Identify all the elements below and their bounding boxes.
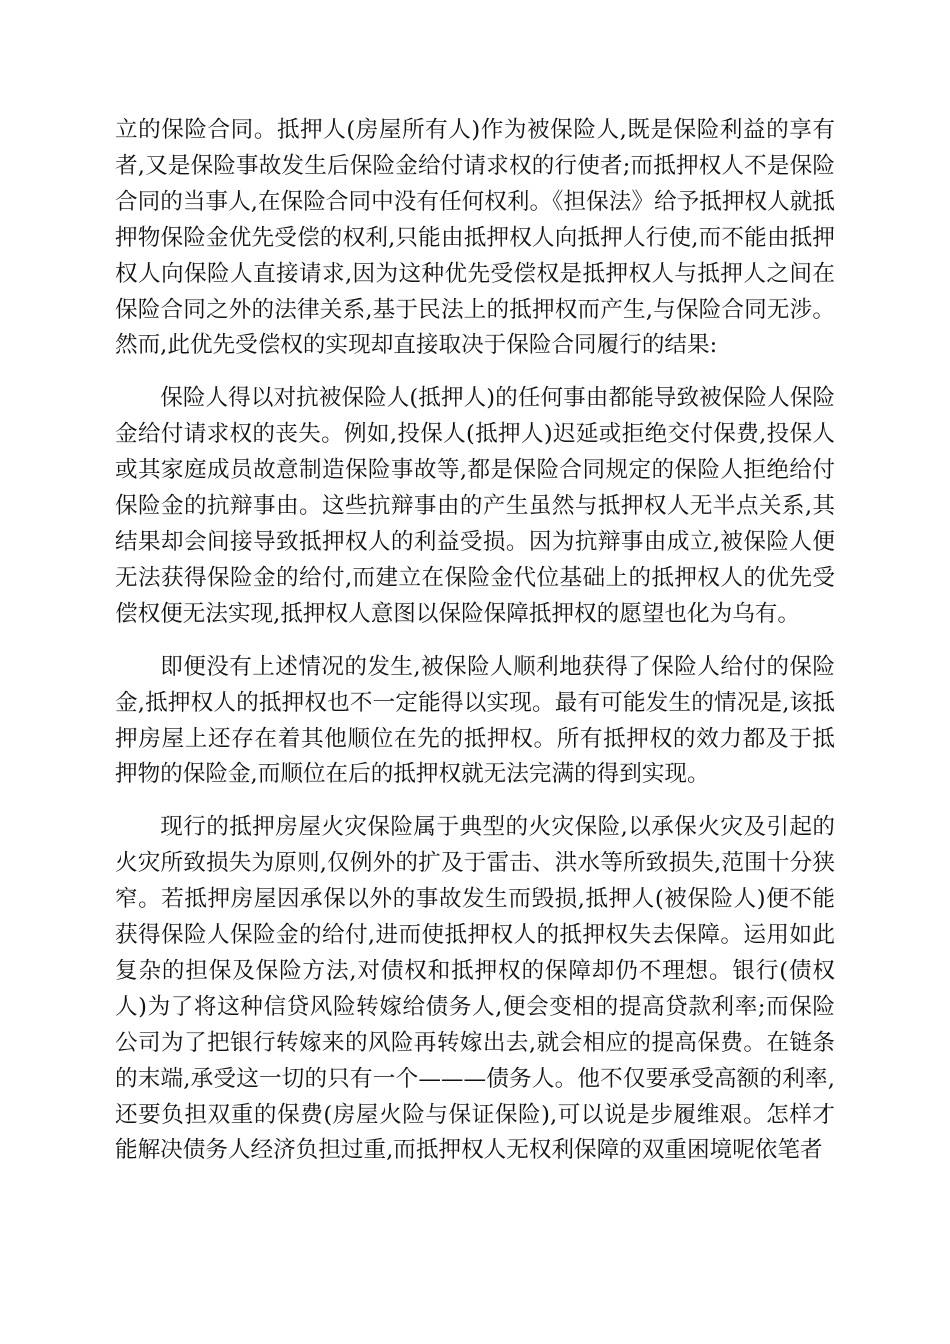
document-body <box>115 113 835 1169</box>
paragraph-prior-mortgages: 即便没有上述情况的发生,被保险人顺利地获得了保险人给付的保险金,抵押权人的抵押权也不一定能得以实现。最有可能发生的情况是,该抵押房屋上还存在着其他顺位在先的抵押权。所有抵押权的效力都及于抵押物的保险金,而顺位在后的抵押权就无法完满的得到实现。 <box>115 653 835 788</box>
paragraph-insurer-defenses: 保险人得以对抗被保险人(抵押人)的任何事由都能导致被保险人保险金给付请求权的丧失。例如,投保人(抵押人)迟延或拒绝交付保费,投保人或其家庭成员故意制造保险事故等,都是保险合同规定的保险人拒绝给付保险金的抗辩事由。这些抗辩事由的产生虽然与抵押权人无半点关系,其结果却会间接导致抵押权人的利益受损。因为抗辩事由成立,被保险人便无法获得保险金的给付,而建立在保险金代位基础上的抵押权人的优先受偿权便无法实现,抵押权人意图以保险保障抵押权的愿望也化为乌有。 <box>115 385 835 627</box>
paragraph-fire-insurance: 现行的抵押房屋火灾保险属于典型的火灾保险,以承保火灾及引起的火灾所致损失为原则,仅例外的扩及于雷击、洪水等所致损失,范围十分狭窄。若抵押房屋因承保以外的事故发生而毁损,抵押人(被保险人)便不能获得保险人保险金的给付,进而使抵押权人的抵押权失去保障。运用如此复杂的担保及保险方法,对债权和抵押权的保障却仍不理想。银行(债权人)为了将这种信贷风险转嫁给债务人,便会变相的提高贷款利率;而保险公司为了把银行转嫁来的风险再转嫁出去,就会相应的提高保费。在链条的末端,承受这一切的只有一个———债务人。他不仅要承受高额的利率,还要负担双重的保费(房屋火险与保证保险),可以说是步履维艰。怎样才能解决债务人经济负担过重,而抵押权人无权利保障的双重困境呢依笔者 <box>115 814 835 1164</box>
paragraph-continued: 立的保险合同。抵押人(房屋所有人)作为被保险人,既是保险利益的享有者,又是保险事故发生后保险金给付请求权的行使者;而抵押权人不是保险合同的当事人,在保险合同中没有任何权利。《担保法》给予抵押权人就抵押物保险金优先受偿的权利,只能由抵押权人向抵押人行使,而不能由抵押权人向保险人直接请求,因为这种优先受偿权是抵押权人与抵押人之间在保险合同之外的法律关系,基于民法上的抵押权而产生,与保险合同无涉。然而,此优先受偿权的实现却直接取决于保险合同履行的结果: <box>115 117 835 359</box>
